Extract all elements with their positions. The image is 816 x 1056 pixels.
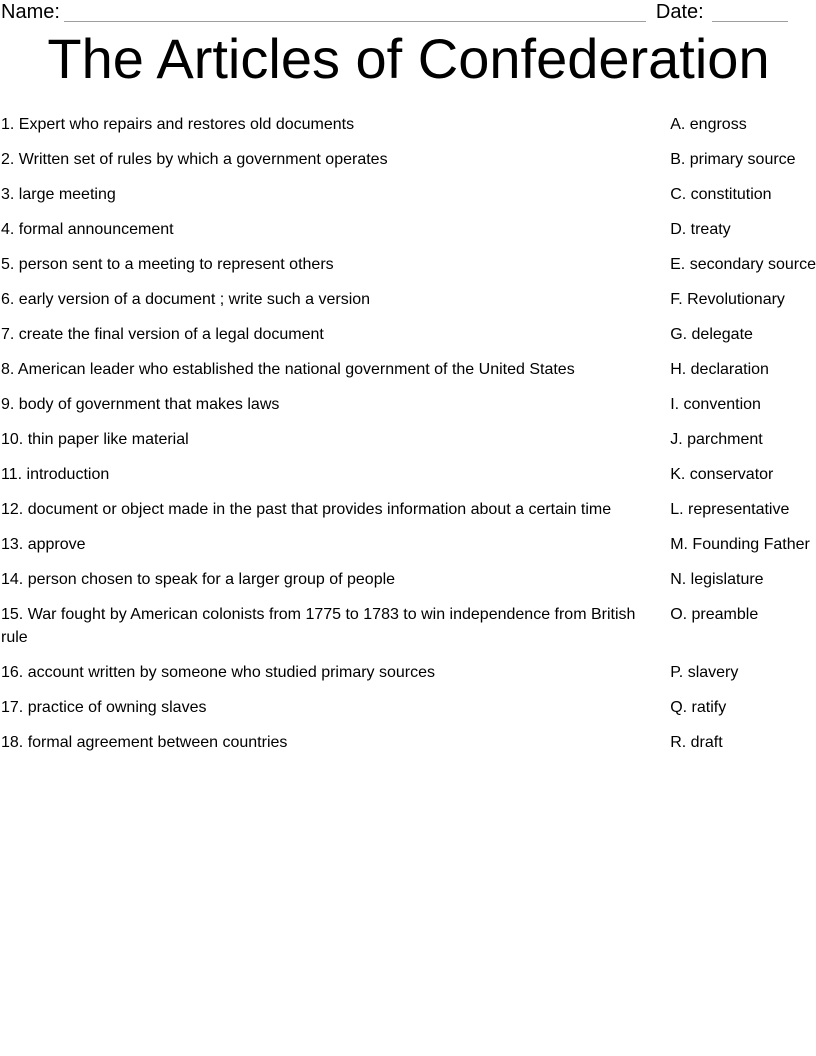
clue-body: approve (27, 536, 86, 553)
clue-text (1, 463, 650, 486)
answer-letter: M. (670, 536, 688, 553)
clue-text (1, 148, 650, 171)
answer-option (670, 323, 816, 346)
clue-body: early version of a document ; write such a version (18, 291, 371, 308)
clue-number: 3. (1, 186, 15, 203)
matching-row (1, 358, 816, 381)
answer-letter: C. (670, 186, 687, 203)
answer-option (670, 731, 816, 754)
clue-text (1, 731, 650, 754)
clue-text (1, 428, 650, 451)
clue-text (1, 183, 650, 206)
answer-word: treaty (690, 221, 731, 238)
answer-word: Founding Father (692, 536, 810, 553)
answer-letter: B. (670, 151, 686, 168)
answer-word: convention (683, 396, 761, 413)
clue-number: 11. (1, 466, 23, 483)
answer-letter: K. (670, 466, 686, 483)
clue-text (1, 533, 650, 556)
answer-word: slavery (687, 664, 739, 681)
answer-word: conservator (689, 466, 774, 483)
clue-body: body of government that makes laws (18, 396, 280, 413)
matching-row (1, 568, 816, 591)
answer-option (670, 428, 816, 451)
clue-body: account written by someone who studied primary sources (27, 664, 436, 681)
answer-option (670, 183, 816, 206)
answer-letter: E. (670, 256, 686, 273)
clue-body: document or object made in the past that provides information about a certain time (27, 501, 612, 518)
clue-body: War fought by American colonists from 1775 to 1783 to win independence from British rule (1, 606, 636, 646)
answer-option (670, 463, 816, 486)
date-field[interactable] (712, 2, 788, 22)
matching-list (1, 113, 816, 754)
clue-text (1, 218, 650, 241)
clue-text (1, 288, 650, 311)
answer-word: representative (687, 501, 790, 518)
clue-text (1, 253, 650, 276)
clue-number: 8. (1, 361, 15, 378)
clue-body: Written set of rules by which a government operates (18, 151, 388, 168)
answer-option (670, 568, 816, 591)
matching-row (1, 218, 816, 241)
answer-word: delegate (691, 326, 753, 343)
clue-number: 13. (1, 536, 24, 553)
clue-number: 5. (1, 256, 15, 273)
clue-number: 6. (1, 291, 15, 308)
date-label: Date: (655, 1, 704, 23)
clue-text (1, 568, 650, 591)
matching-row (1, 113, 816, 136)
clue-number: 10. (1, 431, 24, 448)
clue-number: 7. (1, 326, 15, 343)
clue-text (1, 323, 650, 346)
clue-text (1, 696, 650, 719)
answer-letter: D. (670, 221, 687, 238)
answer-letter: A. (670, 116, 686, 133)
clue-body: create the final version of a legal document (18, 326, 324, 343)
answer-letter: G. (670, 326, 688, 343)
clue-body: introduction (26, 466, 110, 483)
matching-row (1, 428, 816, 451)
name-field[interactable] (64, 2, 646, 22)
clue-number: 16. (1, 664, 24, 681)
matching-row (1, 148, 816, 171)
answer-letter: P. (670, 664, 684, 681)
answer-option (670, 253, 816, 276)
answer-word: declaration (690, 361, 769, 378)
clue-number: 15. (1, 606, 24, 623)
answer-letter: R. (670, 734, 687, 751)
clue-text (1, 358, 650, 381)
clue-number: 17. (1, 699, 24, 716)
answer-option (670, 358, 816, 381)
clue-body: person sent to a meeting to represent others (18, 256, 334, 273)
worksheet-header (1, 2, 788, 22)
matching-row (1, 393, 816, 416)
clue-number: 4. (1, 221, 15, 238)
clue-number: 1. (1, 116, 15, 133)
clue-body: Expert who repairs and restores old documents (18, 116, 355, 133)
answer-word: parchment (687, 431, 763, 448)
matching-row (1, 696, 816, 719)
matching-row (1, 463, 816, 486)
clue-number: 18. (1, 734, 24, 751)
clue-body: American leader who established the national government of the United States (17, 361, 575, 378)
answer-letter: Q. (670, 699, 688, 716)
answer-letter: J. (670, 431, 683, 448)
name-label: Name: (1, 1, 60, 23)
answer-word: primary source (689, 151, 796, 168)
answer-letter: O. (670, 606, 688, 623)
clue-body: formal announcement (18, 221, 174, 238)
answer-word: ratify (691, 699, 727, 716)
clue-text (1, 661, 650, 684)
answer-word: secondary source (689, 256, 816, 273)
clue-body: formal agreement between countries (27, 734, 288, 751)
matching-row (1, 183, 816, 206)
answer-letter: L. (670, 501, 684, 518)
answer-letter: N. (670, 571, 687, 588)
clue-number: 9. (1, 396, 15, 413)
clue-text (1, 393, 650, 416)
answer-letter: I. (670, 396, 680, 413)
answer-option (670, 218, 816, 241)
clue-text (1, 498, 650, 521)
clue-number: 14. (1, 571, 24, 588)
clue-body: person chosen to speak for a larger group of people (27, 571, 396, 588)
answer-word: legislature (690, 571, 764, 588)
answer-option (670, 113, 816, 136)
answer-word: draft (690, 734, 723, 751)
answer-letter: H. (670, 361, 687, 378)
answer-word: engross (689, 116, 747, 133)
answer-letter: F. (670, 291, 683, 308)
matching-row (1, 498, 816, 521)
answer-option (670, 533, 816, 556)
clue-body: practice of owning slaves (27, 699, 207, 716)
matching-row (1, 253, 816, 276)
answer-option (670, 498, 816, 521)
clue-text (1, 603, 650, 649)
worksheet-title: The Articles of Confederation (47, 27, 770, 90)
answer-word: preamble (691, 606, 759, 623)
matching-row (1, 533, 816, 556)
matching-row (1, 323, 816, 346)
clue-text (1, 113, 650, 136)
matching-row (1, 603, 816, 649)
answer-option (670, 393, 816, 416)
clue-number: 12. (1, 501, 24, 518)
answer-option (670, 661, 816, 684)
clue-body: thin paper like material (27, 431, 189, 448)
answer-option (670, 696, 816, 719)
answer-option (670, 288, 816, 311)
matching-row (1, 288, 816, 311)
answer-word: constitution (690, 186, 772, 203)
answer-option (670, 603, 816, 626)
answer-word: Revolutionary (687, 291, 785, 308)
clue-body: large meeting (18, 186, 116, 203)
matching-row (1, 731, 816, 754)
clue-number: 2. (1, 151, 15, 168)
answer-option (670, 148, 816, 171)
matching-row (1, 661, 816, 684)
